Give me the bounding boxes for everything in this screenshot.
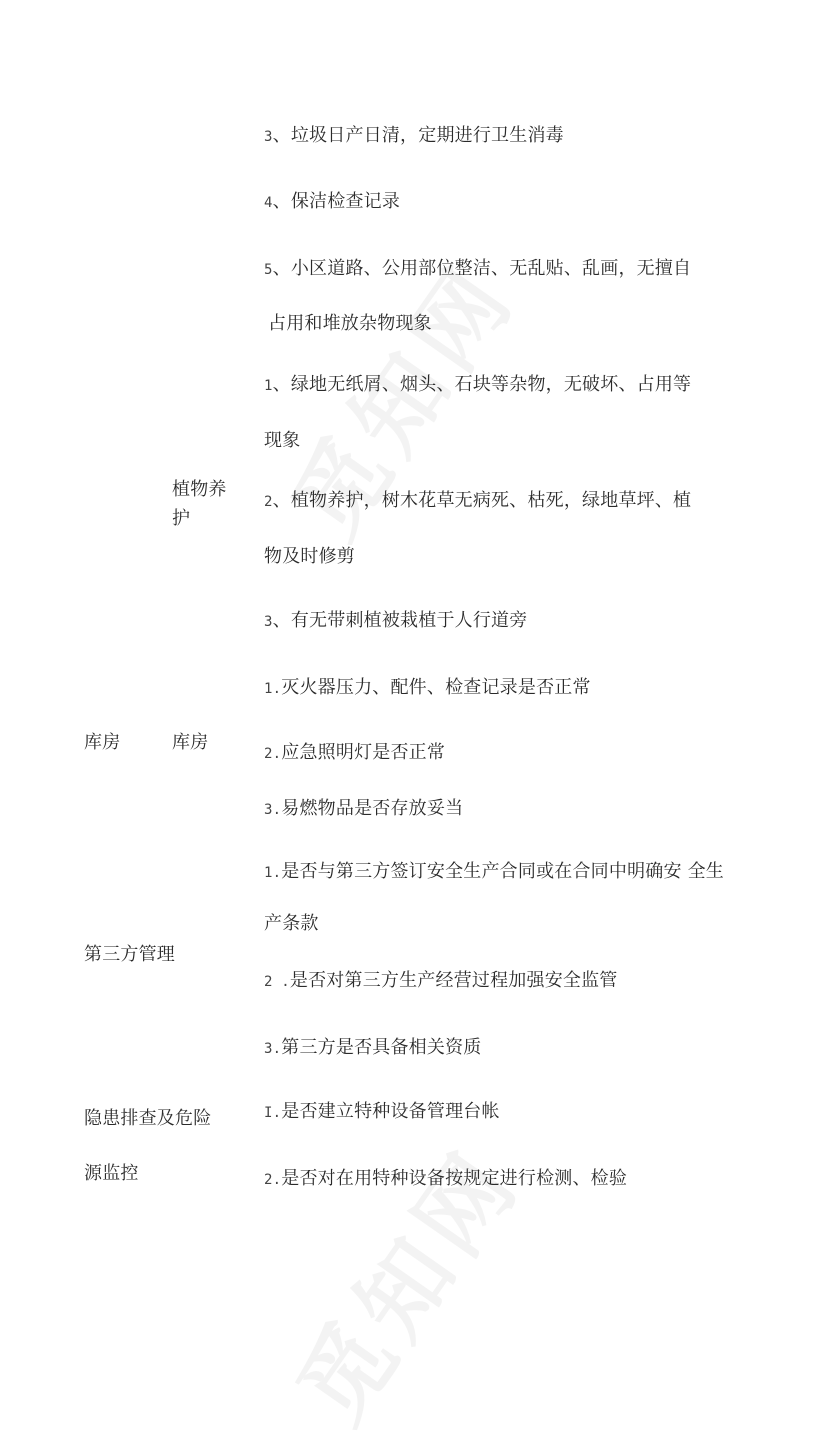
third-party-item-1-continued: 产条款 (264, 913, 319, 934)
third-party-item-3: 3.第三方是否具备相关资质 (264, 1037, 482, 1058)
plants-label-line1: 植物养 (172, 479, 227, 500)
third-party-category: 第三方管理 (84, 944, 175, 965)
plants-item-3: 3、有无带刺植被栽植于人行道旁 (264, 610, 528, 631)
warehouse-item-1: 1.灭火器压力、配件、检查记录是否正常 (264, 677, 591, 698)
hazard-category-line2: 源监控 (84, 1163, 139, 1184)
plants-item-2-continued: 物及时修剪 (264, 546, 355, 567)
plants-label-line2: 护 (172, 508, 191, 529)
cleaning-item-5-continued: 占用和堆放杂物现象 (268, 313, 432, 334)
cleaning-item-4: 4、保洁检查记录 (264, 191, 401, 212)
hazard-category-line1: 隐患排查及危险 (84, 1108, 212, 1129)
plants-item-1: 1、绿地无纸屑、烟头、石块等杂物，无破坏、占用等 (264, 374, 692, 395)
cleaning-item-3: 3、垃圾日产日清，定期进行卫生消毒 (264, 125, 564, 146)
warehouse-item-3: 3.易燃物品是否存放妥当 (264, 798, 464, 819)
hazard-item-2: 2.是否对在用特种设备按规定进行检测、检验 (264, 1168, 628, 1189)
plants-item-1-continued: 现象 (264, 430, 301, 451)
cleaning-item-5: 5、小区道路、公用部位整洁、无乱贴、乱画，无擅自 (264, 258, 692, 279)
warehouse-category: 库房 (84, 732, 121, 753)
third-party-item-1: 1.是否与第三方签订安全生产合同或在合同中明确安 全生 (264, 861, 724, 882)
hazard-item-1: I.是否建立特种设备管理台帐 (264, 1101, 500, 1122)
warehouse-item-2: 2.应急照明灯是否正常 (264, 742, 446, 763)
plants-item-2: 2、植物养护，树木花草无病死、枯死，绿地草坪、植 (264, 490, 692, 511)
third-party-item-2: 2 .是否对第三方生产经营过程加强安全监管 (264, 970, 618, 991)
warehouse-label: 库房 (172, 732, 209, 753)
